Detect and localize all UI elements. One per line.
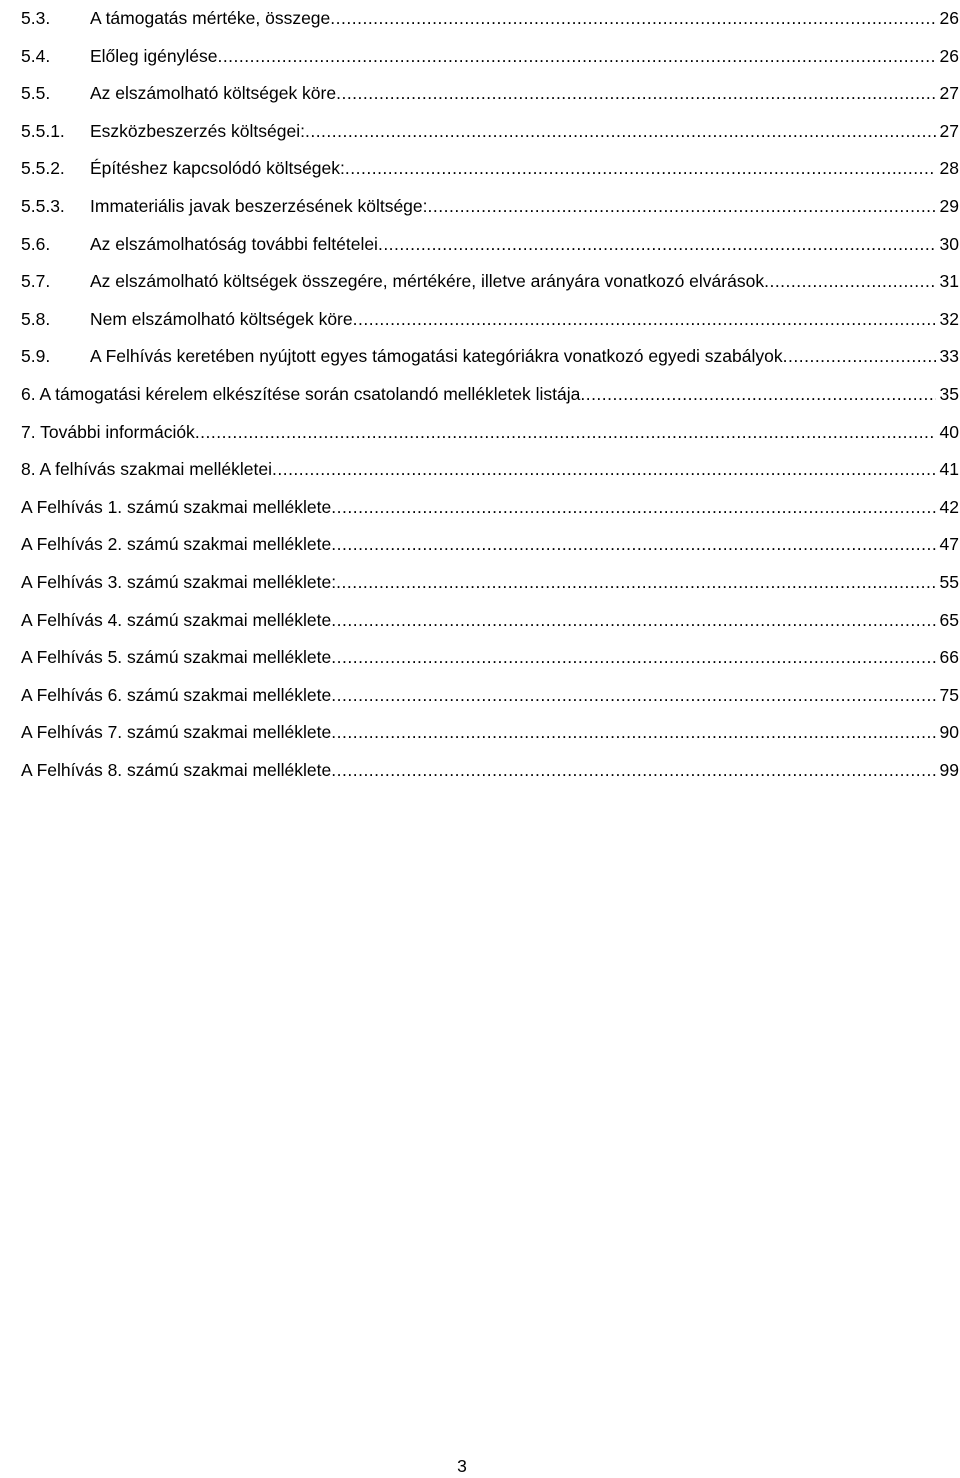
toc-entry-page: 42 xyxy=(939,496,959,517)
toc-entry-title xyxy=(90,263,764,301)
toc-entry[interactable] xyxy=(21,526,959,564)
toc-entry-title xyxy=(21,677,331,715)
toc-entry-page: 26 xyxy=(939,8,959,28)
toc-dot-leader xyxy=(336,564,935,602)
toc-entry-title xyxy=(90,113,305,151)
toc-entry-title-text: Az elszámolhatóság további feltételei xyxy=(90,233,378,254)
toc-entry-page: 27 xyxy=(939,83,959,104)
toc-dot-leader xyxy=(272,451,936,489)
toc-dot-leader xyxy=(331,714,935,752)
toc-entry[interactable] xyxy=(21,75,959,113)
toc-entry[interactable] xyxy=(21,564,959,602)
toc-entry-page: 35 xyxy=(939,383,959,404)
toc-entry-title xyxy=(21,564,336,602)
toc-entry-number: 7. xyxy=(21,421,36,442)
toc-entry-number: 5.7. xyxy=(21,271,51,292)
toc-entry-page: 30 xyxy=(939,233,959,254)
toc-entry[interactable] xyxy=(21,226,959,264)
toc-entry[interactable] xyxy=(21,639,959,677)
toc-dot-leader xyxy=(428,188,936,226)
toc-dot-leader xyxy=(330,0,935,38)
toc-entry[interactable] xyxy=(21,376,959,414)
toc-entry-number: 5.5.2. xyxy=(21,158,65,179)
toc-dot-leader xyxy=(353,301,936,339)
toc-entry-page: 75 xyxy=(939,684,959,705)
toc-entry-title-text: A Felhívás 3. számú szakmai melléklete: xyxy=(21,571,337,592)
toc-entry[interactable] xyxy=(21,752,959,790)
toc-entry-title-text: A támogatási kérelem elkészítése során csatolandó mellékletek listája xyxy=(39,383,581,404)
toc-dot-leader xyxy=(331,489,935,527)
toc-entry[interactable] xyxy=(21,677,959,715)
toc-entry-title-text: A Felhívás keretében nyújtott egyes támogatási kategóriákra vonatkozó egyedi szabályok xyxy=(90,346,783,367)
toc-dot-leader xyxy=(331,752,935,790)
toc-entry-title xyxy=(90,150,345,188)
toc-entry-page: 26 xyxy=(939,45,959,66)
toc-entry-page: 55 xyxy=(939,571,959,592)
toc-entry-page: 33 xyxy=(939,346,959,367)
toc-entry-page: 40 xyxy=(939,421,959,442)
toc-entry-number: 5.6. xyxy=(21,233,51,254)
toc-entry-title-text: Az elszámolható költségek összegére, mértékére, illetve arányára vonatkozó elvárások xyxy=(90,271,765,292)
toc-entry-title xyxy=(21,752,331,790)
toc-dot-leader xyxy=(217,38,935,76)
toc-entry[interactable] xyxy=(21,150,959,188)
toc-entry-page: 29 xyxy=(939,195,959,216)
toc-entry[interactable] xyxy=(21,38,959,76)
toc-dot-leader xyxy=(331,602,935,640)
toc-entry-page: 66 xyxy=(939,647,959,668)
toc-entry[interactable] xyxy=(21,113,959,151)
toc-entry-title-text: A támogatás mértéke, összege xyxy=(90,8,331,28)
toc-entry[interactable] xyxy=(21,451,959,489)
toc-entry[interactable] xyxy=(21,489,959,527)
toc-entry-title-text: A Felhívás 2. számú szakmai melléklete xyxy=(21,534,332,555)
toc-entry-title-text: A Felhívás 6. számú szakmai melléklete xyxy=(21,684,332,705)
toc-entry-title-text: A felhívás szakmai mellékletei xyxy=(39,459,272,480)
toc-entry-title xyxy=(21,714,331,752)
toc-entry[interactable] xyxy=(21,0,959,38)
toc-entry-page: 31 xyxy=(939,271,959,292)
toc-entry[interactable] xyxy=(21,714,959,752)
toc-entry-title-text: Az elszámolható költségek köre xyxy=(90,83,337,104)
toc-entry[interactable] xyxy=(21,301,959,339)
toc-entry-page: 28 xyxy=(939,158,959,179)
toc-entry-title xyxy=(21,639,331,677)
toc-entry[interactable] xyxy=(21,263,959,301)
toc-entry-number: 8. xyxy=(21,459,36,480)
toc-dot-leader xyxy=(345,150,936,188)
toc-dot-leader xyxy=(305,113,936,151)
toc-entry-title xyxy=(21,602,331,640)
toc-entry-number: 5.3. xyxy=(21,8,51,28)
toc-entry-page: 90 xyxy=(939,722,959,743)
toc-entry-number: 5.5.3. xyxy=(21,195,65,216)
toc-dot-leader xyxy=(764,263,935,301)
toc-entry-title-text: Előleg igénylése xyxy=(90,45,218,66)
toc-dot-leader xyxy=(331,639,935,677)
toc-entry[interactable] xyxy=(21,188,959,226)
toc-dot-leader xyxy=(336,75,935,113)
toc-entry-title xyxy=(90,301,353,339)
toc-entry-number: 5.5.1. xyxy=(21,120,65,141)
toc-entry[interactable] xyxy=(21,414,959,452)
toc-entry-number: 5.8. xyxy=(21,308,51,329)
toc-entry-title-text: A Felhívás 1. számú szakmai melléklete xyxy=(21,496,332,517)
toc-entry-page: 41 xyxy=(939,459,959,480)
toc-entry-number: 5.5. xyxy=(21,83,51,104)
toc-dot-leader xyxy=(331,526,935,564)
toc-entry-title-text: További információk xyxy=(40,421,195,442)
toc-entry-title xyxy=(21,414,195,452)
toc-dot-leader xyxy=(378,226,936,264)
toc-entry-title xyxy=(90,226,378,264)
toc-entry-number: 6. xyxy=(21,383,36,404)
toc-dot-leader xyxy=(331,677,935,715)
toc-entry-title xyxy=(90,188,428,226)
toc-entry-title xyxy=(21,526,331,564)
toc-entry-number: 5.9. xyxy=(21,346,51,367)
toc-entry-page: 32 xyxy=(939,308,959,329)
toc-dot-leader xyxy=(580,376,935,414)
toc-entry-title-text: Eszközbeszerzés költségei: xyxy=(90,120,305,141)
toc-entry-title xyxy=(21,376,580,414)
toc-entry-title-text: Építéshez kapcsolódó költségek: xyxy=(90,158,345,179)
toc-entry-title xyxy=(90,0,330,38)
toc-entry-title-text: Nem elszámolható költségek köre xyxy=(90,308,353,329)
toc-entry[interactable] xyxy=(21,602,959,640)
toc-entry-title-text: Immateriális javak beszerzésének költsége: xyxy=(90,195,428,216)
toc-entry-title xyxy=(90,38,217,76)
toc-entry-page: 27 xyxy=(939,120,959,141)
toc-entry-title xyxy=(90,75,336,113)
toc-entry-page: 65 xyxy=(939,609,959,630)
toc-entry-title-text: A Felhívás 4. számú szakmai melléklete xyxy=(21,609,332,630)
toc-dot-leader xyxy=(195,414,936,452)
toc-entry-title xyxy=(21,451,272,489)
table-of-contents xyxy=(21,0,959,789)
toc-entry[interactable] xyxy=(21,338,959,376)
toc-entry-title-text: A Felhívás 5. számú szakmai melléklete xyxy=(21,647,332,668)
toc-entry-title xyxy=(90,338,783,376)
page-number: 3 xyxy=(457,1456,467,1476)
toc-entry-page: 99 xyxy=(939,759,959,780)
toc-entry-number: 5.4. xyxy=(21,45,51,66)
toc-entry-page: 47 xyxy=(939,534,959,555)
toc-entry-title xyxy=(21,489,331,527)
toc-dot-leader xyxy=(783,338,936,376)
toc-entry-title-text: A Felhívás 8. számú szakmai melléklete xyxy=(21,759,332,780)
toc-entry-title-text: A Felhívás 7. számú szakmai melléklete xyxy=(21,722,332,743)
